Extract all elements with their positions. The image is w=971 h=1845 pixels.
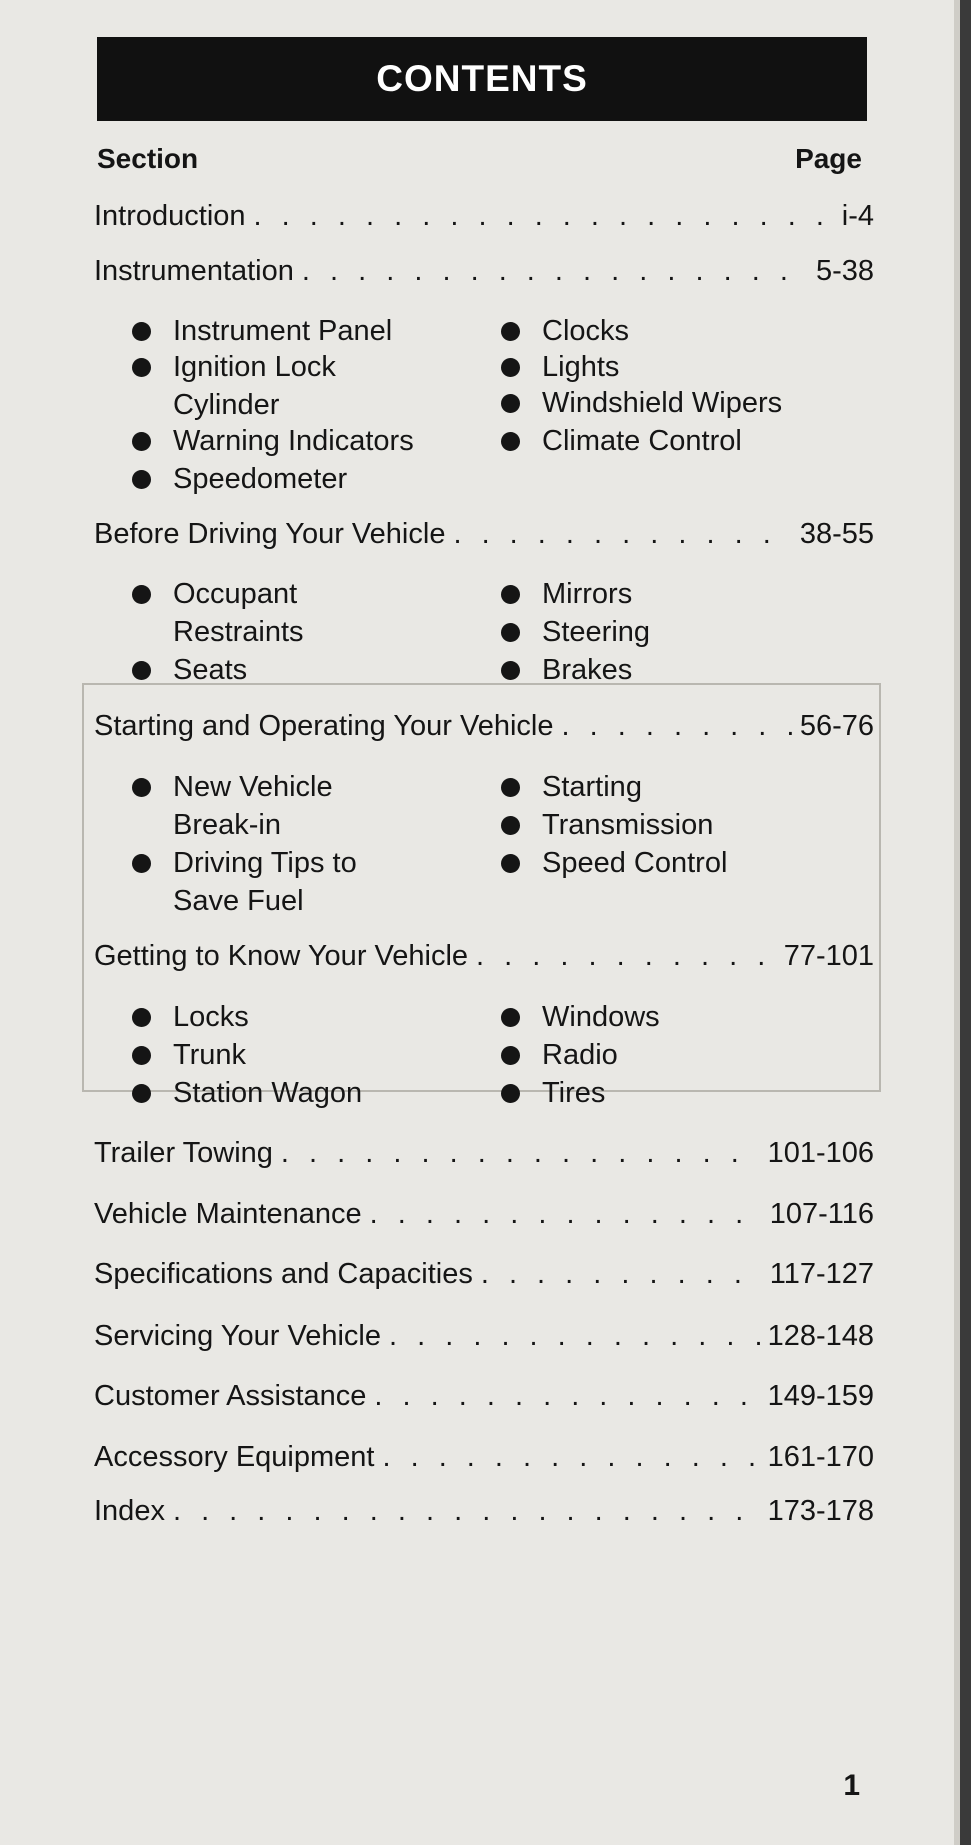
list-item: New Vehicle Break-in [132,768,333,844]
bullet-icon [501,358,520,377]
toc-entry-servicing [94,1320,874,1353]
entry-title: Servicing Your Vehicle [94,1320,381,1352]
entry-title: Getting to Know Your Vehicle [94,940,469,972]
bullet-icon [501,816,520,835]
bullet-icon [132,470,151,489]
bullet-icon [501,585,520,604]
list-item: Radio [501,1036,618,1074]
list-item: Climate Control [501,422,742,460]
bullet-icon [132,661,151,680]
contents-header [97,37,867,121]
toc-entry-before-driving [94,518,874,551]
page-number: 1 [843,1769,860,1802]
bullet-icon [132,358,151,377]
list-item: Brakes [501,651,632,689]
section-column-heading: Section [97,143,199,174]
entry-pages: 128-148 [767,1320,874,1352]
list-item: Tires [501,1074,605,1112]
entry-title: Instrumentation [94,255,294,287]
bullet-icon [501,1046,520,1065]
page-title: CONTENTS [376,58,588,99]
entry-pages: 161-170 [767,1441,874,1473]
entry-pages: 117-127 [769,1258,874,1290]
bullet-icon [132,778,151,797]
bullet-icon [501,661,520,680]
toc-entry-accessory-equipment [94,1441,874,1474]
list-item: Trunk [132,1036,246,1074]
list-item: Seats [132,651,247,689]
bullet-icon [501,1084,520,1103]
entry-title: Specifications and Capacities [94,1258,473,1290]
list-item: Occupant Restraints [132,575,304,651]
list-item: Driving Tips to Save Fuel [132,844,357,920]
entry-title: Before Driving Your Vehicle [94,518,446,550]
bullet-icon [501,432,520,451]
list-item: Instrument Panel [132,312,392,350]
toc-entry-vehicle-maintenance [94,1198,874,1231]
bullet-icon [132,322,151,341]
entry-title: Accessory Equipment [94,1441,375,1473]
entry-pages: 101-106 [767,1137,874,1169]
toc-entry-getting-to-know [94,940,874,973]
toc-entry-specifications [94,1258,874,1291]
bullet-icon [132,432,151,451]
toc-entry-instrumentation [94,255,874,288]
list-item: Warning Indicators [132,422,414,460]
list-item: Speedometer [132,460,347,498]
bullet-icon [501,322,520,341]
bullet-icon [132,1008,151,1027]
list-item: Starting [501,768,642,806]
bullet-icon [132,1046,151,1065]
bullet-icon [501,778,520,797]
entry-title: Trailer Towing [94,1137,273,1169]
toc-entry-starting-operating [94,710,874,743]
list-item: Station Wagon [132,1074,362,1112]
entry-title: Starting and Operating Your Vehicle [94,710,554,742]
toc-entry-customer-assistance [94,1380,874,1413]
list-item: Mirrors [501,575,632,613]
bullet-icon [501,854,520,873]
page-column-heading: Page [795,143,862,174]
entry-title: Customer Assistance [94,1380,367,1412]
bullet-icon [501,394,520,413]
list-item: Steering [501,613,650,651]
list-item: Locks [132,998,249,1036]
bullet-icon [132,854,151,873]
entry-pages: 107-116 [769,1198,874,1230]
bullet-icon [132,1084,151,1103]
list-item: Clocks [501,312,629,350]
toc-entry-introduction [94,200,874,233]
list-item: Ignition Lock Cylinder [132,348,336,424]
entry-pages: 173-178 [767,1495,874,1527]
entry-pages: 56-76 [799,710,874,742]
bullet-icon [501,623,520,642]
list-item: Transmission [501,806,713,844]
entry-title: Index [94,1495,165,1527]
list-item: Windows [501,998,660,1036]
entry-pages: 5-38 [815,255,874,287]
list-item: Speed Control [501,844,727,882]
bullet-icon [132,585,151,604]
toc-entry-trailer-towing [94,1137,874,1170]
list-item: Windshield Wipers [501,384,782,422]
entry-pages: 77-101 [783,940,874,972]
entry-title: Introduction [94,200,246,232]
entry-pages: 149-159 [767,1380,874,1412]
toc-entry-index [94,1495,874,1528]
entry-pages: 38-55 [799,518,874,550]
entry-pages: i-4 [841,200,874,232]
list-item: Lights [501,348,619,386]
entry-title: Vehicle Maintenance [94,1198,362,1230]
bullet-icon [501,1008,520,1027]
